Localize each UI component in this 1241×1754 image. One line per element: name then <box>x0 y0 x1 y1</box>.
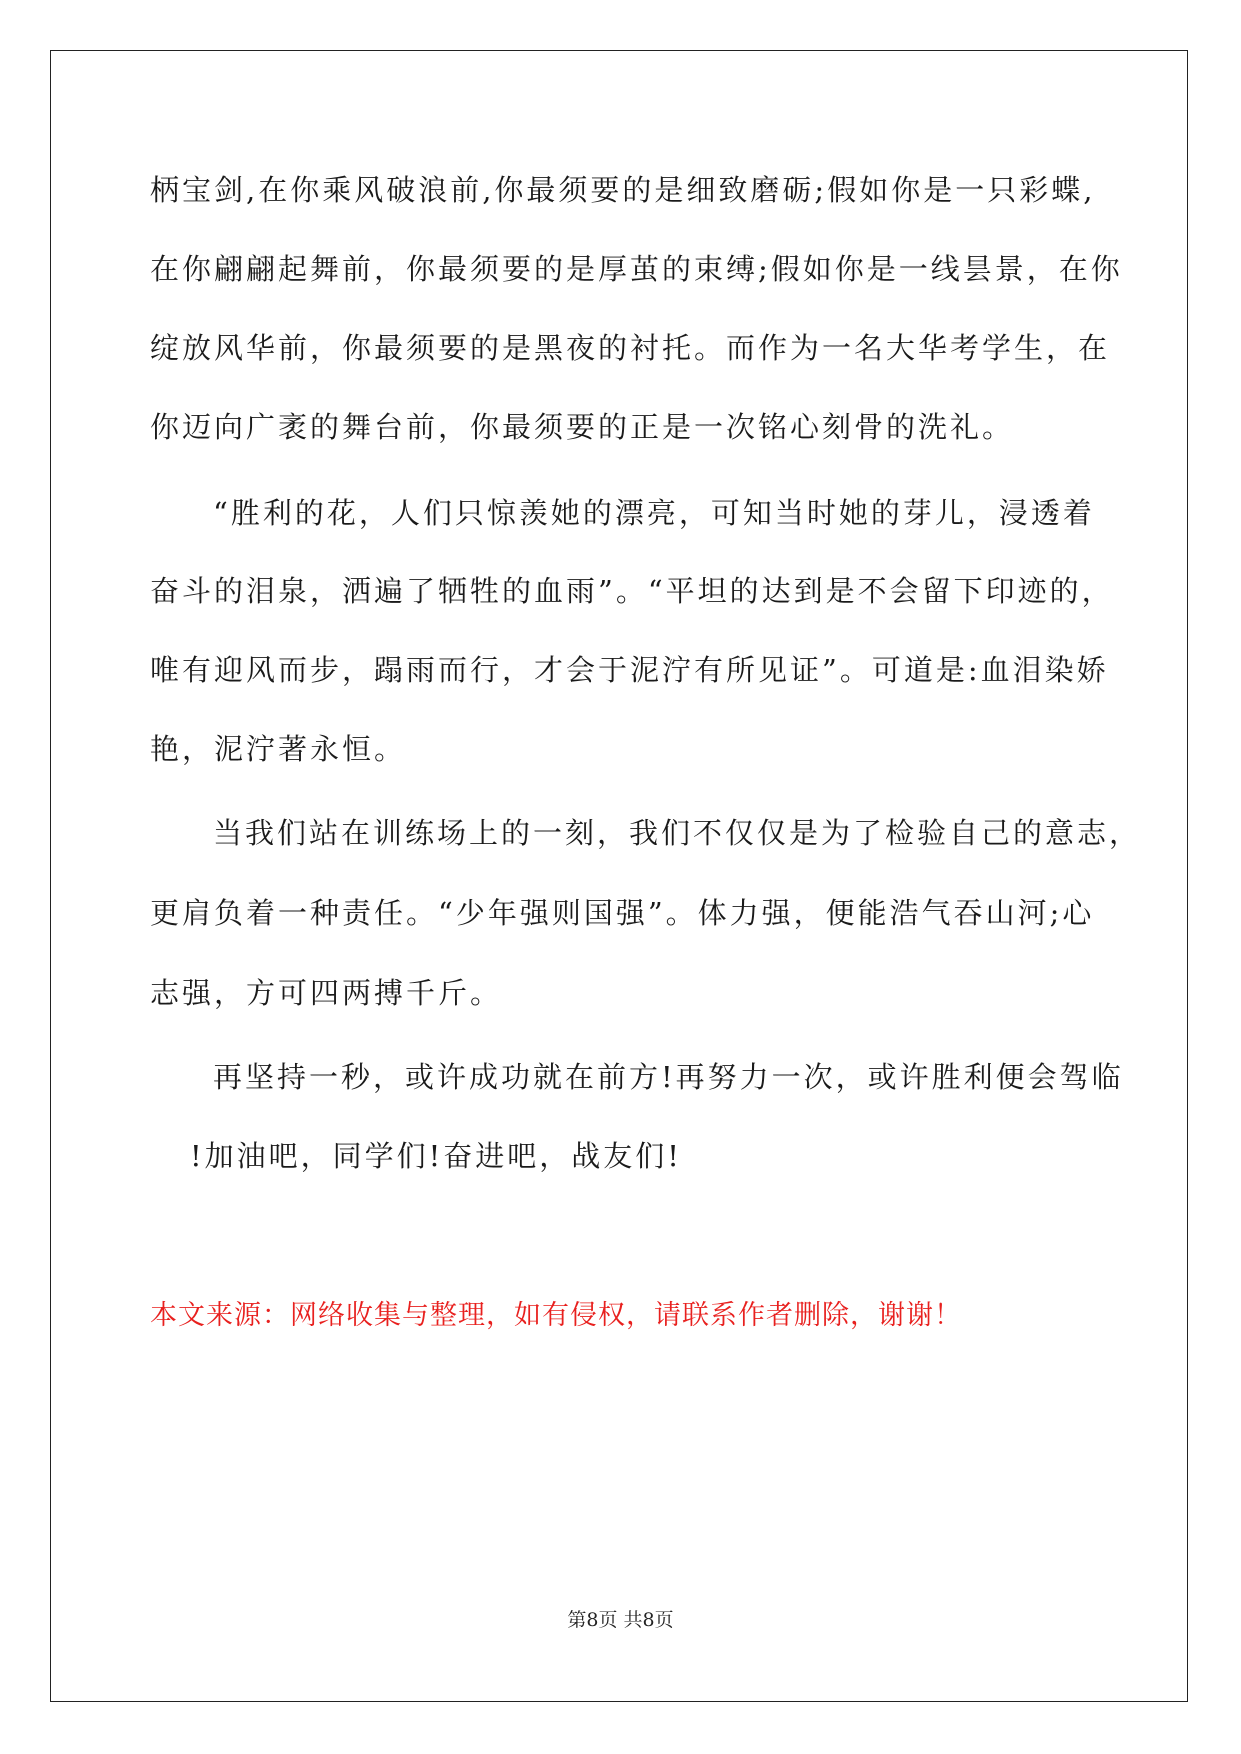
body-line: 再坚持一秒，或许成功就在前方!再努力一次，或许胜利便会驾临 <box>213 1060 1124 1094</box>
body-line: 当我们站在训练场上的一刻，我们不仅仅是为了检验自己的意志， <box>213 816 1142 850</box>
source-note: 本文来源：网络收集与整理，如有侵权，请联系作者删除，谢谢！ <box>150 1300 962 1331</box>
page-frame <box>50 50 1188 1702</box>
body-line: 柄宝剑,在你乘风破浪前,你最须要的是细致磨砺;假如你是一只彩蝶, <box>150 173 1096 207</box>
body-line: 在你翩翩起舞前，你最须要的是厚茧的束缚;假如你是一线昙景，在你 <box>150 252 1123 286</box>
body-line: 你迈向广袤的舞台前，你最须要的正是一次铭心刻骨的洗礼。 <box>150 410 1015 444</box>
body-line: 唯有迎风而步，蹋雨而行，才会于泥泞有所见证”。可道是:血泪染娇 <box>150 653 1109 687</box>
body-line: 绽放风华前，你最须要的是黑夜的衬托。而作为一名大华考学生，在 <box>150 331 1111 365</box>
body-line: !加油吧，同学们!奋进吧，战友们! <box>190 1139 682 1173</box>
page-number-footer: 第8页 共8页 <box>567 1609 674 1631</box>
body-line: 更肩负着一种责任。“少年强则国强”。体力强，便能浩气吞山河;心 <box>150 896 1095 930</box>
body-line: 奋斗的泪泉，洒遍了牺牲的血雨”。“平坦的达到是不会留下印迹的， <box>150 574 1114 608</box>
body-line: 志强，方可四两搏千斤。 <box>150 976 503 1010</box>
body-line: “胜利的花，人们只惊羡她的漂亮，可知当时她的芽儿，浸透着 <box>213 496 1095 530</box>
body-line: 艳，泥泞著永恒。 <box>150 732 407 766</box>
